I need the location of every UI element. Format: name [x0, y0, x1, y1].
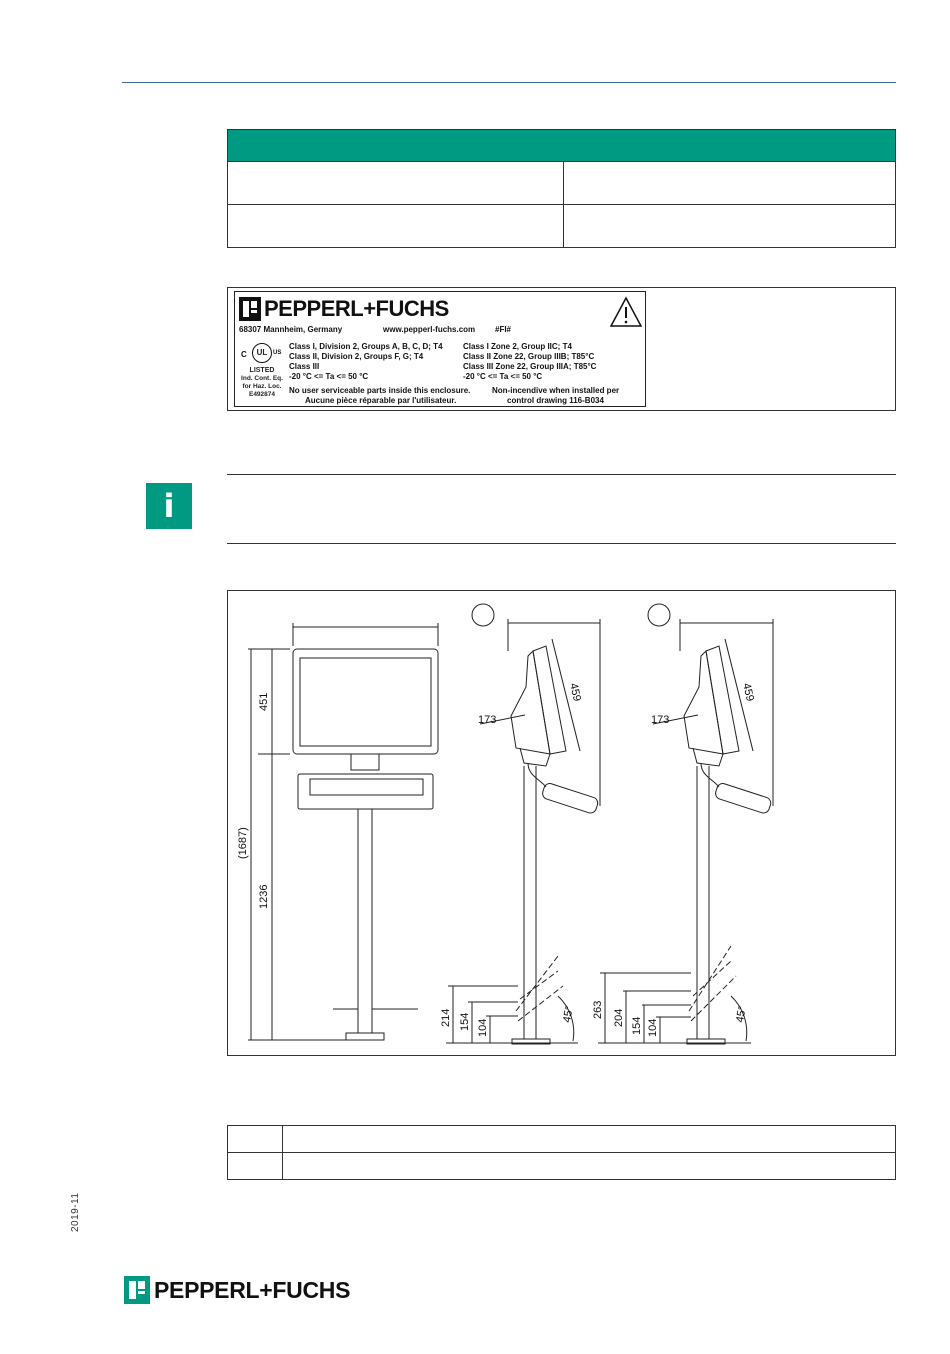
- spec-table: [227, 129, 896, 248]
- ul-mark: C UL US LISTED Ind. Cont. Eq. for Haz. Loc. E492874: [239, 342, 285, 399]
- table-cell: [228, 205, 564, 248]
- nameplate: [234, 291, 646, 407]
- dim-459-b: 459: [740, 681, 756, 703]
- dim-173-b: 173: [651, 714, 670, 726]
- footer-brand: PEPPERL+FUCHS: [154, 1276, 351, 1303]
- install-note-2: control drawing 116-B034: [507, 396, 604, 405]
- nameplate-website: www.pepperl-fuchs.com: [383, 325, 476, 334]
- cert-right-2: Class II Zone 22, Group IIIB; T85°C: [463, 352, 595, 361]
- table-row: [228, 1126, 896, 1153]
- table-cell: [564, 205, 896, 248]
- nameplate-brand: PEPPERL+FUCHS: [264, 296, 449, 321]
- dim-45-b: 45°: [734, 1005, 749, 1024]
- legend-table: [227, 1125, 896, 1180]
- dim-1687: (1687): [237, 827, 249, 859]
- table-cell: [564, 162, 896, 205]
- ul-icon: UL: [252, 343, 272, 363]
- label-figure-box: [227, 287, 896, 411]
- nameplate-address: 68307 Mannheim, Germany: [239, 325, 343, 334]
- install-note-1: Non-incendive when installed per: [492, 386, 620, 395]
- table-cell: [228, 162, 564, 205]
- dim-451: 451: [258, 692, 270, 711]
- dimension-drawing-svg: [228, 591, 897, 1057]
- footer-logo: [124, 1276, 350, 1304]
- table-row: [228, 1153, 896, 1180]
- cert-left-1: Class I, Division 2, Groups A, B, C, D; T4: [289, 342, 443, 351]
- pf-logo-icon: [124, 1276, 150, 1304]
- notice-fr: Aucune pièce réparable par l'utilisateur.: [305, 396, 457, 405]
- table-cell: [228, 1126, 283, 1153]
- header-rule: [122, 82, 896, 83]
- cert-left-4: -20 °C <= Ta <= 50 °C: [289, 372, 369, 381]
- dim-1236: 1236: [258, 884, 270, 909]
- warning-icon: [609, 296, 643, 328]
- spec-table-header: [228, 130, 896, 162]
- nameplate-logo: [239, 296, 449, 322]
- dim-214: 214: [440, 1008, 452, 1027]
- dim-104-a: 104: [477, 1018, 489, 1037]
- dim-263: 263: [592, 1000, 604, 1019]
- dim-204: 204: [613, 1008, 625, 1027]
- issue-date: 2019-11: [70, 1192, 81, 1232]
- info-rule-top: [227, 474, 896, 475]
- info-icon: i: [146, 483, 192, 529]
- cert-right-1: Class I Zone 2, Group IIC; T4: [463, 342, 572, 351]
- table-row: [228, 205, 896, 248]
- cert-left-3: Class III: [289, 362, 320, 371]
- pf-logo-icon: [239, 297, 261, 321]
- cert-right-4: -20 °C <= Ta <= 50 °C: [463, 372, 543, 381]
- cert-right-3: Class III Zone 22, Group IIIA; T85°C: [463, 362, 597, 371]
- table-cell: [283, 1126, 896, 1153]
- dim-154-a: 154: [459, 1012, 471, 1031]
- info-rule-bottom: [227, 543, 896, 544]
- notice-en: No user serviceable parts inside this enclosure.: [289, 386, 471, 395]
- nameplate-code: #FI#: [495, 325, 512, 334]
- table-cell: [283, 1153, 896, 1180]
- dim-45-a: 45°: [561, 1005, 576, 1024]
- table-row: [228, 162, 896, 205]
- table-cell: [228, 1153, 283, 1180]
- cert-left-2: Class II, Division 2, Groups F, G; T4: [289, 352, 424, 361]
- dim-104-b: 104: [647, 1018, 659, 1037]
- dim-154-b: 154: [631, 1016, 643, 1035]
- dim-459-a: 459: [567, 681, 583, 703]
- dimension-drawing: [227, 590, 896, 1056]
- dim-173-a: 173: [478, 714, 497, 726]
